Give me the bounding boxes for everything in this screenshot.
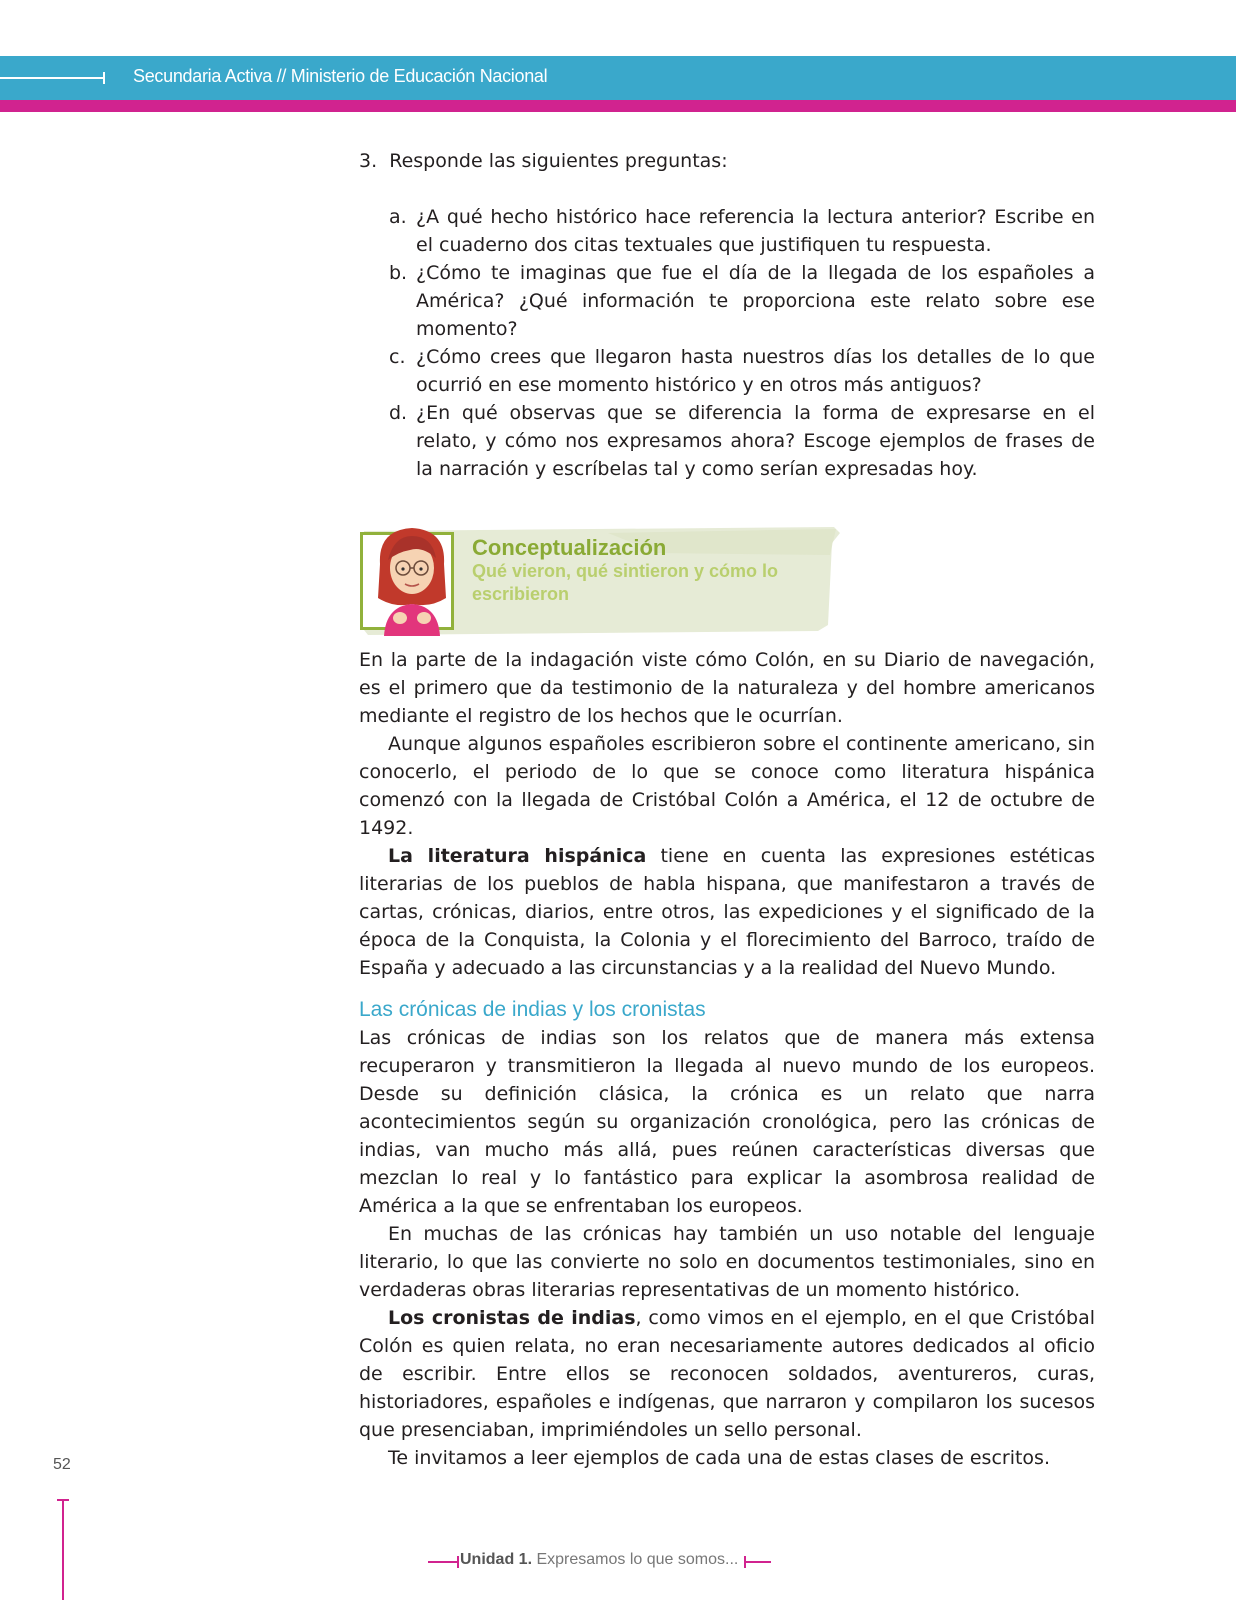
concept-subtitle: Qué vieron, qué sintieron y cómo lo escribieron	[472, 561, 779, 604]
paragraph: Te invitamos a leer ejemplos de cada una de estas clases de escritos.	[388, 1447, 1050, 1469]
question-letter: b.	[389, 262, 408, 284]
bold-term: Los cronistas de indias	[388, 1307, 636, 1329]
paragraph-text: , como vimos en el ejemplo, en el que Cristóbal Colón es quien relata, no eran necesariamente autores dedicados al oficio de escribir. Entre ellos se reconocen soldados, aventureros, curas, historiadores, españoles e indígenas, que narraron y compilaron los sucesos que presenciaban, imprimiéndoles un sello personal.	[359, 1307, 1095, 1441]
header-title: Secundaria Activa // Ministerio de Educación Nacional	[133, 66, 548, 86]
footer-title: Expresamos lo que somos...	[532, 1551, 739, 1568]
header-rule	[0, 77, 104, 79]
question-letter: c.	[389, 346, 406, 368]
concept-title: Conceptualización	[472, 535, 667, 560]
question-list	[385, 203, 1095, 483]
footer-rule-left	[428, 1561, 458, 1563]
header-accent-stripe	[0, 100, 1236, 112]
paragraph: En muchas de las crónicas hay también un uso notable del lenguaje literario, lo que las convierte no solo en documentos testimoniales, sino en verdaderas obras literarias representativas de un momento histórico.	[359, 1223, 1095, 1301]
header-rule-cap	[103, 72, 105, 84]
section-heading: Las crónicas de indias y los cronistas	[359, 998, 706, 1021]
bold-term: La literatura hispánica	[388, 845, 647, 867]
footer-rule-left-cap	[457, 1556, 459, 1568]
question-item	[385, 259, 1095, 343]
question-letter: d.	[389, 402, 408, 424]
paragraph: Aunque algunos españoles escribieron sobre el continente americano, sin conocerlo, el periodo de lo que se conoce como literatura hispánica comenzó con la llegada de Cristóbal Colón a América, el 12 de octubre de 1492.	[359, 733, 1095, 839]
paragraph	[359, 1304, 1095, 1444]
paragraph: En la parte de la indagación viste cómo Colón, en su Diario de navegación, es el primero que da testimonio de la naturaleza y del hombre americanos mediante el registro de los hechos que le ocurrían.	[359, 649, 1095, 727]
question-item	[385, 343, 1095, 399]
question-text: ¿A qué hecho histórico hace referencia la lectura anterior? Escribe en el cuaderno dos citas textuales que justifiquen tu respuesta.	[416, 206, 1095, 256]
intro-paragraphs	[359, 646, 1095, 982]
question-text: ¿En qué observas que se diferencia la forma de expresarse en el relato, y cómo nos expresamos ahora? Escoge ejemplos de frases de la narración y escríbelas tal y como serían expresadas hoy.	[416, 402, 1095, 480]
footer-unit: Unidad 1.	[460, 1551, 533, 1568]
paragraph: Las crónicas de indias son los relatos que de manera más extensa recuperaron y transmitieron la llegada al nuevo mundo de los europeos. Desde su definición clásica, la crónica es un relato que narra acontecimientos según su organización cronológica, pero las crónicas de indias, van mucho más allá, pues reúnen características diversas que mezclan lo real y lo fantástico para explicar la asombrosa realidad de América a la que se enfrentaban los europeos.	[359, 1027, 1095, 1217]
question-item	[385, 203, 1095, 259]
question-number: 3.	[359, 150, 378, 172]
question-intro	[359, 147, 1099, 175]
question-intro-text: Responde las siguientes preguntas:	[389, 150, 728, 172]
paragraph-text: tiene en cuenta las expresiones estéticas literarias de los pueblos de habla hispana, que manifestaron a través de cartas, crónicas, diarios, entre otros, las expediciones y el significado de la época de la Conquista, la Colonia y el florecimiento del Barroco, traído de España y adecuado a las circunstancias y a la realidad del Nuevo Mundo.	[359, 845, 1095, 979]
question-item	[385, 399, 1095, 483]
footer-text	[460, 1551, 738, 1569]
teacher-avatar-icon	[370, 524, 454, 638]
question-text: ¿Cómo crees que llegaron hasta nuestros días los detalles de lo que ocurrió en ese momento histórico y en otros más antiguos?	[416, 346, 1095, 396]
footer-rule-right	[745, 1561, 771, 1563]
page-number: 52	[53, 1456, 71, 1473]
paragraph	[359, 842, 1095, 982]
question-letter: a.	[389, 206, 407, 228]
question-text: ¿Cómo te imaginas que fue el día de la llegada de los españoles a América? ¿Qué información te proporciona este relato sobre ese momento?	[416, 262, 1095, 340]
margin-rule	[62, 1500, 64, 1600]
section-paragraphs	[359, 1024, 1095, 1472]
